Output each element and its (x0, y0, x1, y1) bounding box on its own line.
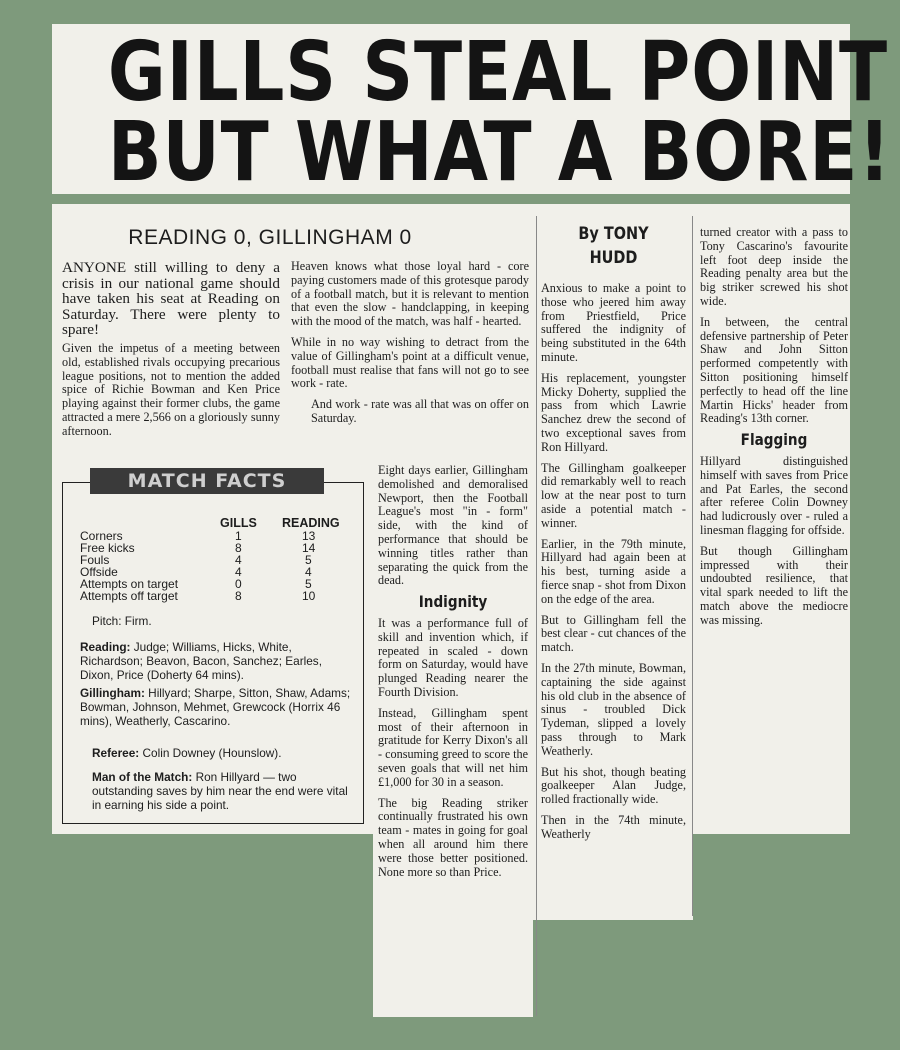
motm-label: Man of the Match: (92, 770, 193, 784)
stat-label: Free kicks (80, 541, 135, 555)
match-facts-row (80, 590, 340, 602)
paragraph: turned creator with a pass to Tony Cascarino's favourite left foot deep inside the Reading penalty area but the big striker screwed his shot wide. (700, 225, 848, 308)
stat-reading: 14 (302, 541, 316, 555)
byline (552, 222, 675, 270)
article-column-2 (291, 260, 529, 433)
stat-label: Attempts off target (80, 589, 178, 603)
paragraph: In the 27th minute, Bowman, captaining the side against his old club in the absence of sinus - troubled Dick Tydeman, slipped a lovely pass through to Mark Weatherly. (541, 660, 686, 758)
article-column-1 (62, 260, 280, 446)
stat-label: Offside (80, 565, 118, 579)
paragraph: Hillyard distinguished himself with saves from Price and Pat Earles, the second after referee Colin Downey had ludicrously over - ruled a linesman flagging for offside. (700, 453, 848, 537)
stat-reading: 5 (305, 553, 312, 567)
stat-gills: 0 (235, 577, 242, 591)
referee-line (92, 746, 364, 760)
match-facts-title: MATCH FACTS (90, 468, 324, 494)
paragraph: It was a performance full of skill and invention which, if repeated in scaled - down form on Saturday, would have plunged Reading nearer the Fourth Division. (378, 615, 528, 699)
gillingham-label: Gillingham: (80, 686, 145, 700)
headline-panel (52, 24, 892, 200)
stat-gills: 8 (235, 589, 242, 603)
man-of-the-match (92, 770, 352, 812)
paragraph: But his shot, though beating goalkeeper Alan Judge, rolled fractionally wide. (541, 764, 686, 807)
paragraph: In between, the central defensive partnership of Peter Shaw and John Sitton performed competently with Sitton positioning himself perfectly to head off the line Martin Hicks' header from Reading's 13th corner. (700, 314, 848, 426)
paragraph: Eight days earlier, Gillingham demolished and demoralised Newport, then the Football League's most "in - form" side, with the kind of performance that should be winning titles rather than separating the quick from the dead. (378, 463, 528, 588)
column-divider (692, 216, 693, 916)
paragraph: The Gillingham goalkeeper did remarkably well to reach low at the near post to turn aside a potential match - winner. (541, 460, 686, 530)
lead-paragraph: ANYONE still willing to deny a crisis in our national game should have taken his seat at Reading on Saturday. There were plenty to spare! (62, 259, 280, 339)
paragraph: But though Gillingham impressed with their undoubted resilience, that vital spark needed to lift the match above the mediocre was missing. (700, 543, 848, 627)
gillingham-players: Hillyard; Sharpe, Sitton, Shaw, Adams; Bowman, Johnson, Mehmet, Grewcock (Horrix 46 mins), Weatherly, Cascarino. (80, 686, 351, 728)
paragraph: While in no way wishing to detract from the value of Gillingham's point at a difficult venue, football must realise that fans will not go to see work - rate. (291, 334, 529, 391)
article-column-2-continued (378, 464, 528, 886)
paragraph: Then in the 74th minute, Weatherly (541, 812, 686, 841)
byline-line-1: By TONY (578, 224, 649, 244)
paragraph: Instead, Gillingham spent most of their afternoon in gratitude for Kerry Dixon's all - consuming greed to score the seven goals that will net him £1,000 for 30 in a season. (378, 705, 528, 789)
stat-label: Corners (80, 529, 123, 543)
reading-label: Reading: (80, 640, 131, 654)
match-facts-header-gills: GILLS (220, 516, 257, 530)
paragraph: His replacement, youngster Micky Doherty, supplied the pass from which Lawrie Sanchez drew the second of two exceptional saves from Ron Hillyard. (541, 370, 686, 454)
stat-gills: 4 (235, 553, 242, 567)
article-column-4 (541, 282, 686, 848)
referee-label: Referee: (92, 746, 140, 760)
paragraph: Anxious to make a point to those who jeered him away from Priestfield, Price suffered the indignity of being substituted in the 64th minute. (541, 281, 686, 364)
paragraph: Earlier, in the 79th minute, Hillyard had again been at his best, turning aside a fierce snap - shot from Dixon on the edge of the area. (541, 536, 686, 606)
pitch-condition: Pitch: Firm. (92, 614, 152, 628)
stat-reading: 5 (305, 577, 312, 591)
subhead-indignity: Indignity (418, 592, 488, 612)
column-divider (536, 216, 537, 1016)
paragraph: The big Reading striker continually frustrated his own team - mates in going for goal when all around him there were those better positioned. None more so than Price. (378, 795, 528, 879)
stat-reading: 10 (302, 589, 316, 603)
paragraph: And work - rate was all that was on offer on Saturday. (311, 397, 529, 425)
referee-name: Colin Downey (Hounslow). (142, 746, 282, 760)
stat-gills: 8 (235, 541, 242, 555)
match-score: READING 0, GILLINGHAM 0 (128, 226, 412, 249)
paragraph: But to Gillingham fell the best clear - cut chances of the match. (541, 612, 686, 655)
stat-gills: 1 (235, 529, 242, 543)
stat-gills: 4 (235, 565, 242, 579)
match-facts-row (80, 554, 340, 566)
byline-line-2: HUDD (589, 248, 638, 268)
reading-lineup (80, 640, 352, 682)
paragraph: Heaven knows what those loyal hard - core paying customers made of this grotesque parody of a football match, but it is relevant to mention that even the slow - handclapping, in keeping with the mood of the match, was half - hearted. (291, 259, 529, 329)
gillingham-lineup (80, 686, 352, 728)
match-facts-header-reading: READING (282, 516, 340, 530)
stat-label: Fouls (80, 553, 110, 567)
paragraph: Given the impetus of a meeting between old, established rivals occupying precarious league positions, not to mention the added spice of Richie Bowman and Ken Price playing against their former clubs, the game attracted a mere 2,566 on a gloriously sunny afternoon. (62, 340, 280, 438)
headline-line-1: GILLS STEAL POINT (107, 25, 888, 120)
motm-text: Ron Hillyard — two outstanding saves by him near the end were vital in earning his side a point. (92, 770, 348, 812)
subhead-flagging: Flagging (740, 430, 808, 450)
stat-reading: 4 (305, 565, 312, 579)
stat-reading: 13 (302, 529, 316, 543)
article-column-5 (700, 226, 848, 635)
match-facts-row (80, 542, 340, 554)
stat-label: Attempts on target (80, 577, 179, 591)
reading-players: Judge; Williams, Hicks, White, Richardson; Beavon, Bacon, Sanchez; Earles, Dixon, Price (Doherty 64 mins). (80, 640, 322, 682)
headline-line-2: BUT WHAT A BORE! (107, 105, 892, 200)
